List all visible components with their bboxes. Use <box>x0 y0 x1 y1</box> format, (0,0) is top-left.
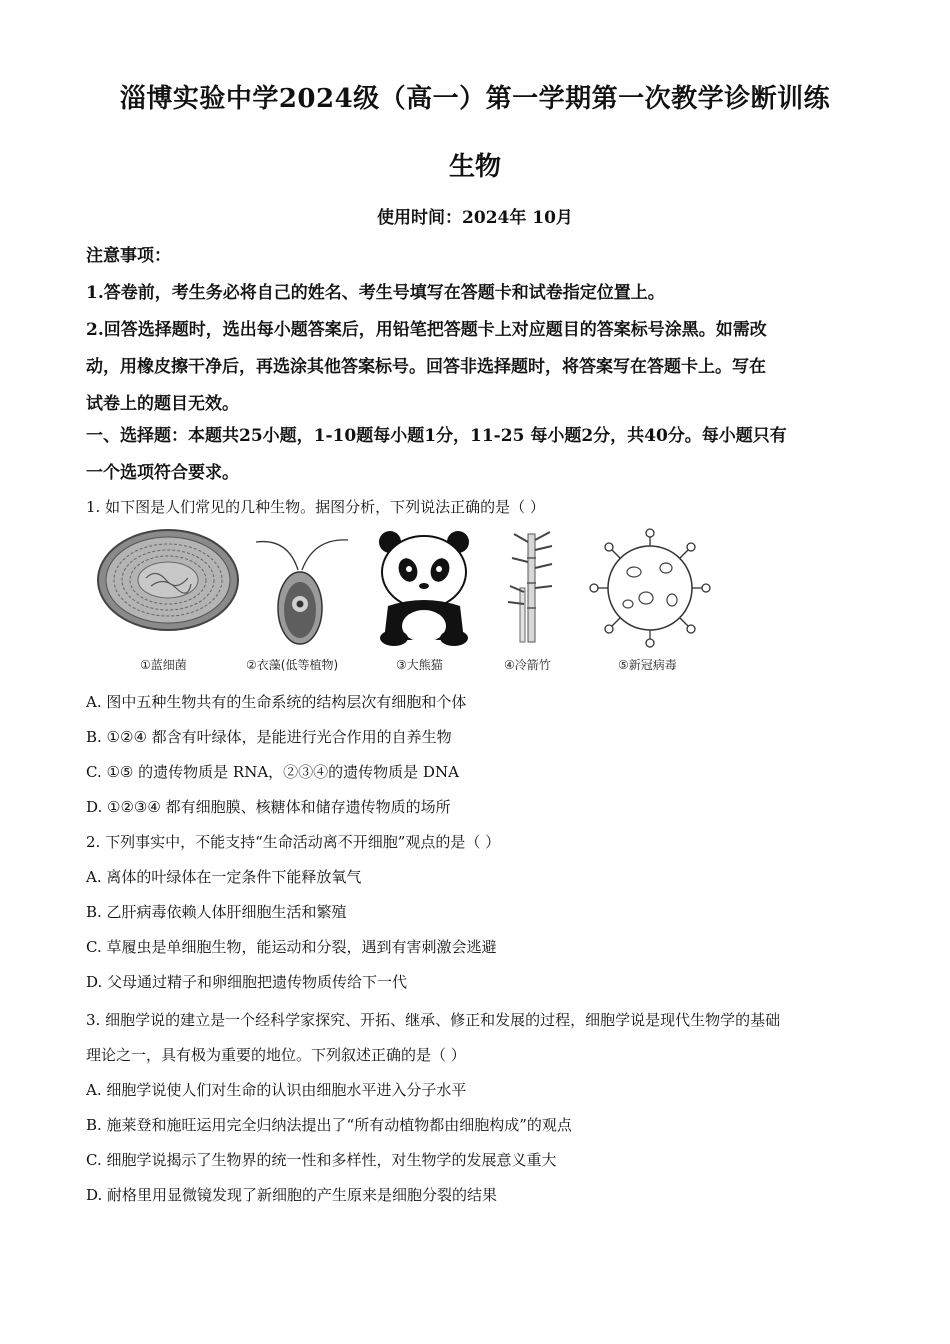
question-2 <box>86 825 870 1000</box>
question-1-stem: 1. 如下图是人们常见的几种生物。据图分析，下列说法正确的是（ ） <box>86 498 545 516</box>
question-1-option-c: C. ①⑤ 的遗传物质是 RNA，②③④的遗传物质是 DNA <box>86 763 459 781</box>
figure-label-4: ④冷箭竹 <box>504 658 551 672</box>
coronavirus-image <box>588 528 712 648</box>
section-heading <box>86 418 870 492</box>
notes-line-3: 动，用橡皮擦干净后，再选涂其他答案标号。回答非选择题时，将答案写在答题卡上。写在 <box>86 357 766 377</box>
question-1-stem-block <box>86 490 870 525</box>
question-2-option-d: D. 父母通过精子和卵细胞把遗传物质传给下一代 <box>86 973 408 991</box>
section-line-1: 一、选择题：本题共25小题，1-10题每小题1分，11-25 每小题2分，共40分。每小题只有 <box>86 426 787 446</box>
cyanobacteria-image <box>96 528 242 648</box>
notes-section <box>86 238 870 423</box>
section-line-2: 一个选项符合要求。 <box>86 463 239 483</box>
question-3-stem-line-1: 3. 细胞学说的建立是一个经科学家探究、开拓、继承、修正和发展的过程，细胞学说是现代生物学的基础 <box>86 1011 781 1029</box>
question-2-option-a: A. 离体的叶绿体在一定条件下能释放氧气 <box>86 868 362 886</box>
question-3-option-c: C. 细胞学说揭示了生物界的统一性和多样性，对生物学的发展意义重大 <box>86 1151 557 1169</box>
exam-title: 淄博实验中学2024级（高一）第一学期第一次教学诊断训练 <box>119 84 831 114</box>
bamboo-figure <box>502 528 562 678</box>
subject-title: 生物 <box>448 152 501 182</box>
bamboo-image <box>502 528 562 648</box>
figure-label-2: ②衣藻(低等植物) <box>246 658 339 672</box>
chlamydomonas-figure <box>248 528 358 678</box>
panda-image <box>374 528 474 648</box>
question-3-option-d: D. 耐格里用显微镜发现了新细胞的产生原来是细胞分裂的结果 <box>86 1186 498 1204</box>
question-1-option-a: A. 图中五种生物共有的生命系统的结构层次有细胞和个体 <box>86 693 467 711</box>
use-time: 使用时间：2024年 10月 <box>377 208 573 228</box>
coronavirus-figure <box>588 528 712 678</box>
figure-label-5: ⑤新冠病毒 <box>618 658 677 672</box>
question-1-options <box>86 685 870 825</box>
question-2-stem: 2. 下列事实中，不能支持“生命活动离不开细胞”观点的是（ ） <box>86 833 501 851</box>
question-2-option-b: B. 乙肝病毒依赖人体肝细胞生活和繁殖 <box>86 903 347 921</box>
cyanobacteria-figure <box>96 528 242 678</box>
chlamydomonas-image <box>248 528 358 648</box>
question-3-option-a: A. 细胞学说使人们对生命的认识由细胞水平进入分子水平 <box>86 1081 467 1099</box>
notes-line-1: 1.答卷前，考生务必将自己的姓名、考生号填写在答题卡和试卷指定位置上。 <box>86 283 665 303</box>
question-3-option-b: B. 施莱登和施旺运用完全归纳法提出了“所有动植物都由细胞构成”的观点 <box>86 1116 572 1134</box>
question-3-stem-line-2: 理论之一，具有极为重要的地位。下列叙述正确的是（ ） <box>86 1046 466 1064</box>
question-3 <box>86 1003 870 1213</box>
notes-line-4: 试卷上的题目无效。 <box>86 394 239 414</box>
question-1-option-d: D. ①②③④ 都有细胞膜、核糖体和储存遗传物质的场所 <box>86 798 451 816</box>
figure-label-3: ③大熊猫 <box>396 658 443 672</box>
notes-line-2: 2.回答选择题时，选出每小题答案后，用铅笔把答题卡上对应题目的答案标号涂黑。如需改 <box>86 320 767 340</box>
organisms-figure <box>96 528 716 678</box>
question-1-option-b: B. ①②④ 都含有叶绿体，是能进行光合作用的自养生物 <box>86 728 452 746</box>
notes-heading: 注意事项： <box>86 246 171 266</box>
question-2-option-c: C. 草履虫是单细胞生物，能运动和分裂，遇到有害刺激会逃避 <box>86 938 497 956</box>
figure-label-1: ①蓝细菌 <box>140 658 187 672</box>
panda-figure <box>374 528 474 678</box>
